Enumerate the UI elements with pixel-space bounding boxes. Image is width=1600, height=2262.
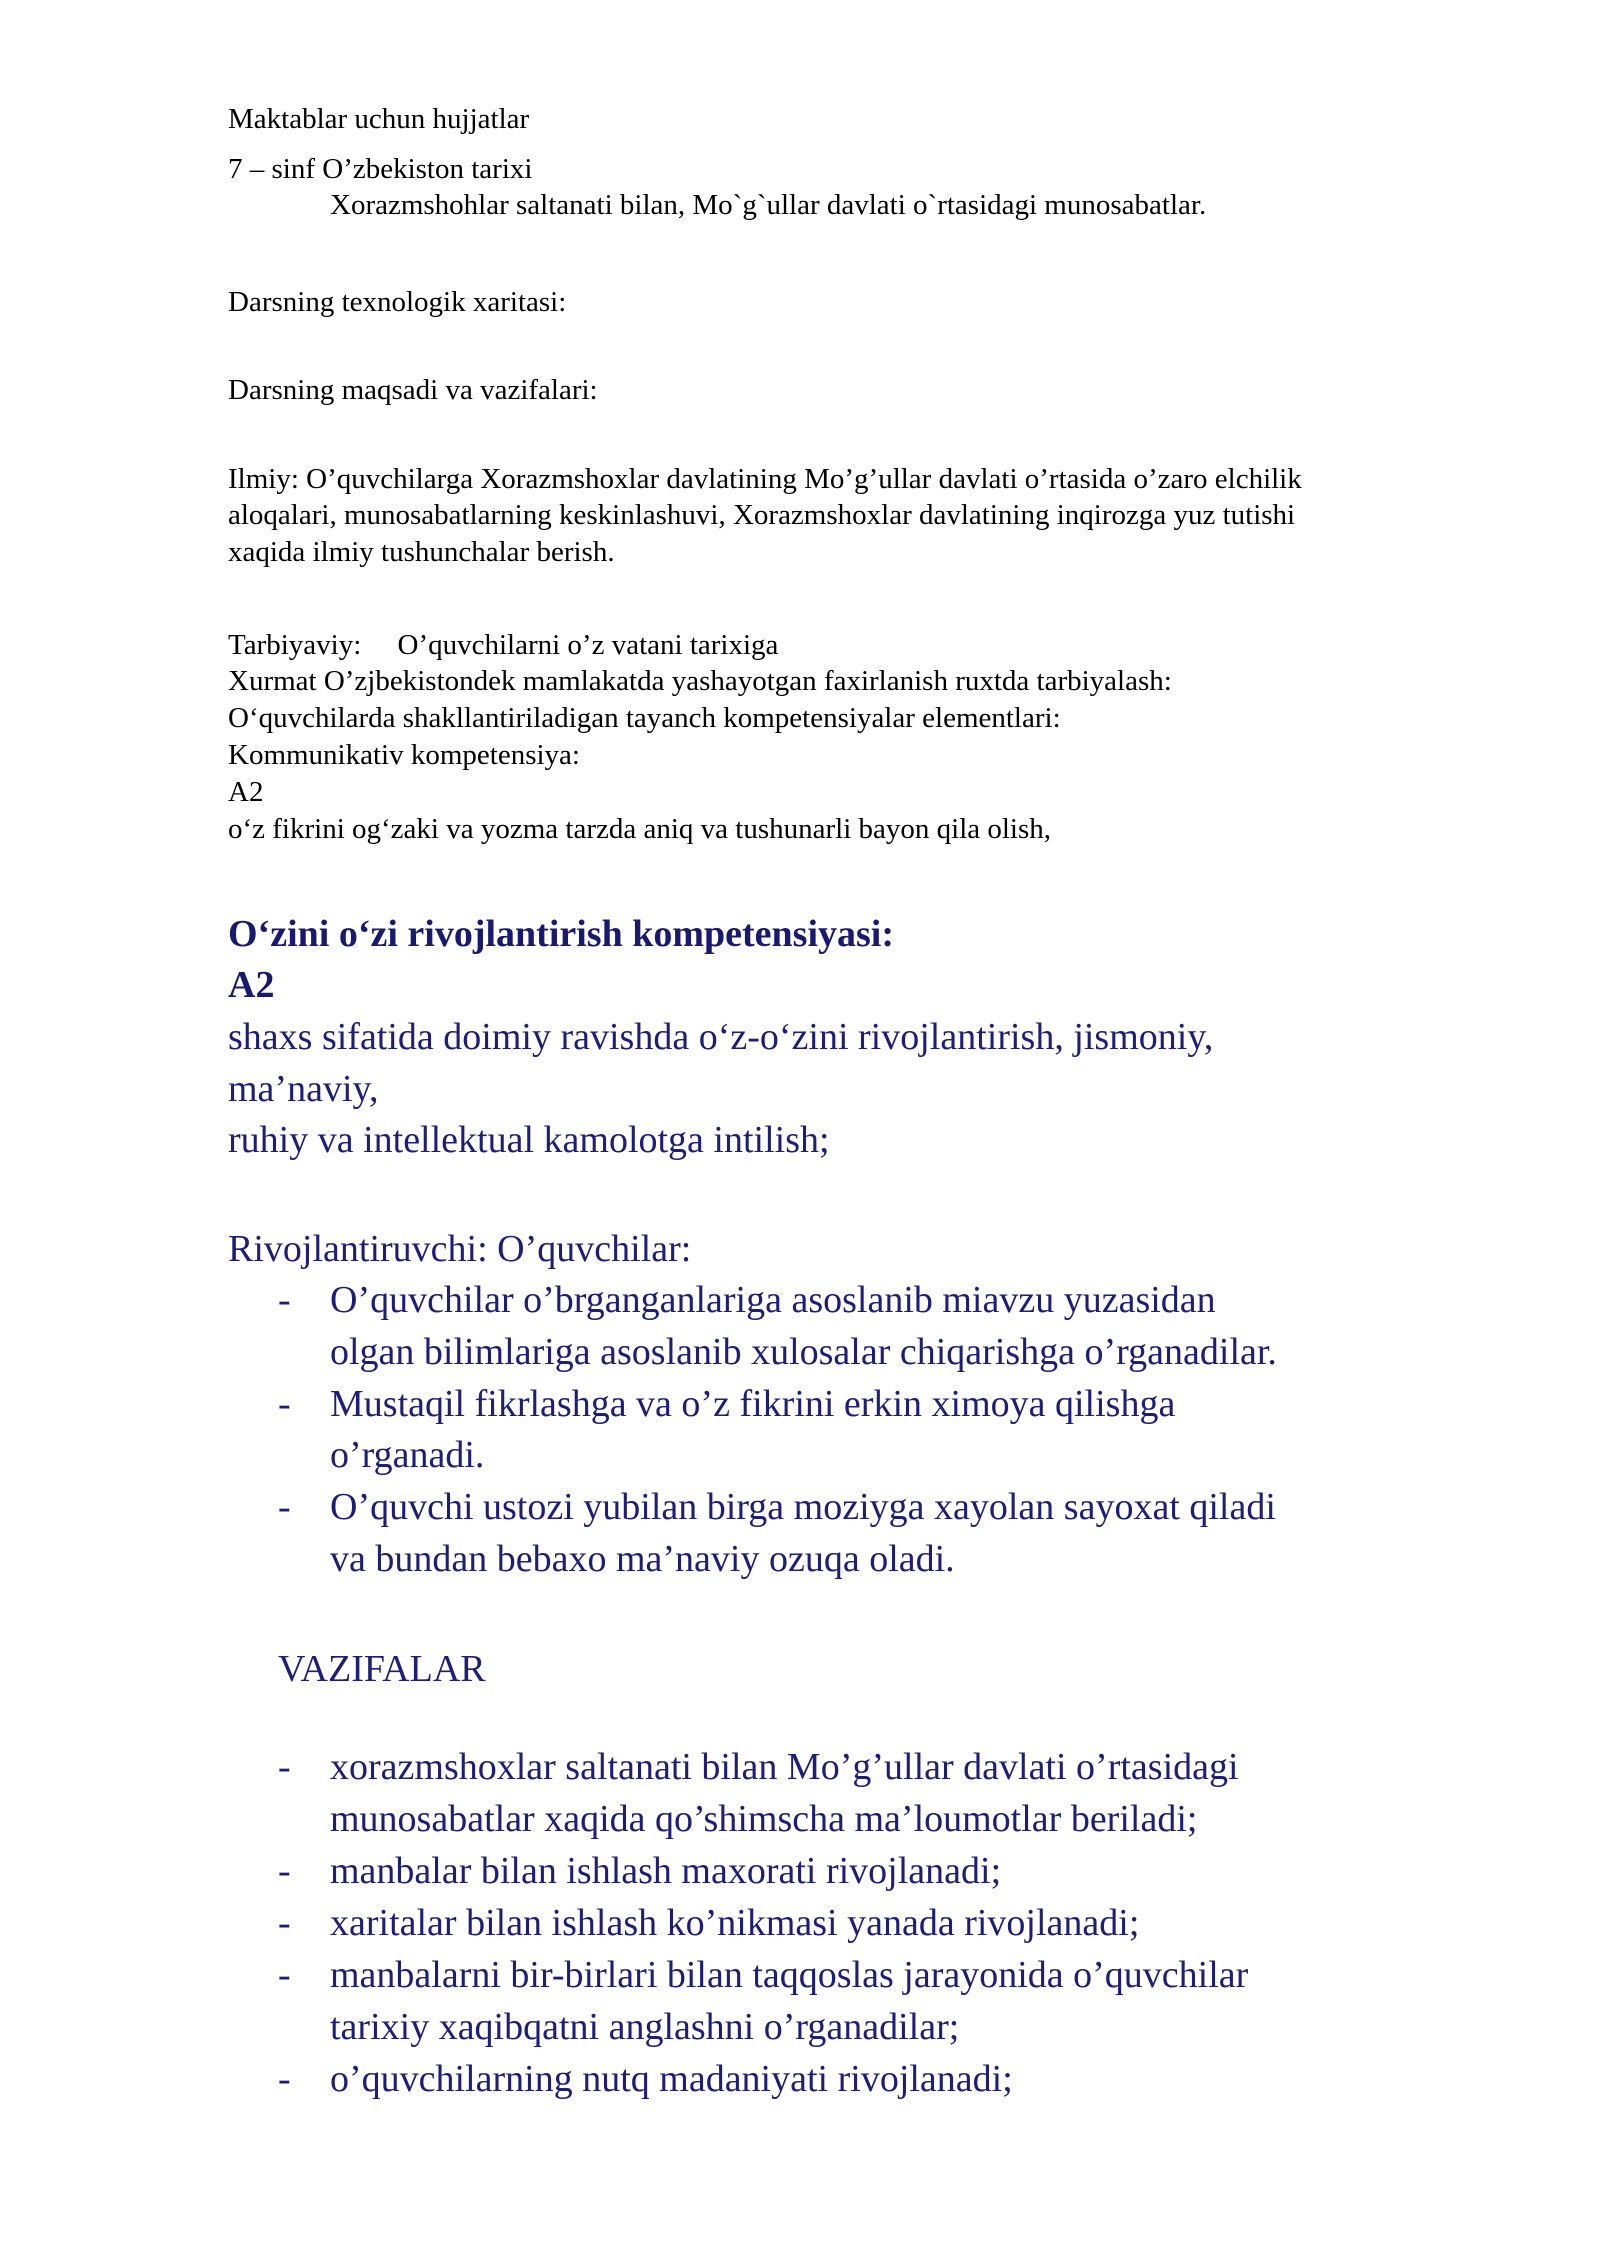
bullet-dash: - bbox=[278, 1383, 291, 1425]
topic-line: Xorazmshohlar saltanati bilan, Mo`g`ullar davlati o`rtasidagi munosabatlar. bbox=[330, 189, 1207, 221]
bullet-line: manbalar bilan ishlash maxorati rivojlanadi; bbox=[330, 1850, 1002, 1892]
bullet-dash: - bbox=[278, 1954, 291, 1996]
tarbiyaviy-line: Kommunikativ kompetensiya: bbox=[228, 739, 580, 771]
self-dev-line: ma’naviy, bbox=[228, 1068, 379, 1110]
grade-line: 7 – sinf O’zbekiston tarixi bbox=[228, 153, 533, 185]
tarbiyaviy-line: Tarbiyaviy: O’quvchilarni o’z vatani tarixiga bbox=[228, 629, 779, 661]
bullet-line: manbalarni bir-birlari bilan taqqoslas jarayonida o’quvchilar bbox=[330, 1954, 1249, 1996]
bullet-line: O’quvchilar o’brganganlariga asoslanib miavzu yuzasidan bbox=[330, 1279, 1216, 1321]
tech-map-label: Darsning texnologik xaritasi: bbox=[228, 286, 567, 318]
bullet-line: xaritalar bilan ishlash ko’nikmasi yanada rivojlanadi; bbox=[330, 1902, 1140, 1944]
bullet-line: olgan bilimlariga asoslanib xulosalar chiqarishga o’rganadilar. bbox=[330, 1331, 1277, 1373]
ilmiy-paragraph-line: xaqida ilmiy tushunchalar berish. bbox=[228, 536, 615, 568]
ilmiy-paragraph-line: Ilmiy: O’quvchilarga Xorazmshoxlar davlatining Mo’g’ullar davlati o’rtasida o’zaro elchilik bbox=[228, 463, 1302, 495]
bullet-line: xorazmshoxlar saltanati bilan Mo’g’ullar davlati o’rtasidagi bbox=[330, 1746, 1239, 1788]
bullet-dash: - bbox=[278, 1486, 291, 1528]
bullet-dash: - bbox=[278, 1746, 291, 1788]
self-dev-code: A2 bbox=[228, 964, 275, 1006]
tarbiyaviy-line: o‘z fikrini og‘zaki va yozma tarzda aniq va tushunarli bayon qila olish, bbox=[228, 813, 1052, 845]
bullet-line: o’quvchilarning nutq madaniyati rivojlanadi; bbox=[330, 2058, 1013, 2100]
bullet-line: va bundan bebaxo ma’naviy ozuqa oladi. bbox=[330, 1538, 955, 1580]
self-dev-heading: O‘zini o‘zi rivojlantirish kompetensiyasi: bbox=[228, 913, 895, 955]
tarbiyaviy-line: A2 bbox=[228, 776, 264, 808]
tarbiyaviy-line: O‘quvchilarda shakllantiriladigan tayanch kompetensiyalar elementlari: bbox=[228, 702, 1061, 734]
bullet-dash: - bbox=[278, 2058, 291, 2100]
self-dev-line: ruhiy va intellektual kamolotga intilish; bbox=[228, 1119, 830, 1161]
doc-label: Maktablar uchun hujjatlar bbox=[228, 103, 530, 135]
tarbiyaviy-line: Xurmat O’zjbekistondek mamlakatda yashayotgan faxirlanish ruxtda tarbiyalash: bbox=[228, 665, 1172, 697]
ilmiy-paragraph-line: aloqalari, munosabatlarning keskinlashuvi, Xorazmshoxlar davlatining inqirozga yuz tutishi bbox=[228, 499, 1296, 531]
rivojlantiruvchi-heading: Rivojlantiruvchi: O’quvchilar: bbox=[228, 1228, 692, 1270]
bullet-dash: - bbox=[278, 1850, 291, 1892]
self-dev-line: shaxs sifatida doimiy ravishda o‘z-o‘zini rivojlantirish, jismoniy, bbox=[228, 1016, 1214, 1058]
bullet-line: Mustaqil fikrlashga va o’z fikrini erkin ximoya qilishga bbox=[330, 1383, 1176, 1425]
bullet-line: tarixiy xaqibqatni anglashni o’rganadilar; bbox=[330, 2006, 960, 2048]
bullet-dash: - bbox=[278, 1279, 291, 1321]
bullet-line: munosabatlar xaqida qo’shimscha ma’loumotlar beriladi; bbox=[330, 1798, 1198, 1840]
bullet-line: O’quvchi ustozi yubilan birga moziyga xayolan sayoxat qiladi bbox=[330, 1486, 1276, 1528]
bullet-line: o’rganadi. bbox=[330, 1434, 485, 1476]
vazifalar-heading: VAZIFALAR bbox=[278, 1648, 486, 1690]
bullet-dash: - bbox=[278, 1902, 291, 1944]
goals-label: Darsning maqsadi va vazifalari: bbox=[228, 374, 598, 406]
